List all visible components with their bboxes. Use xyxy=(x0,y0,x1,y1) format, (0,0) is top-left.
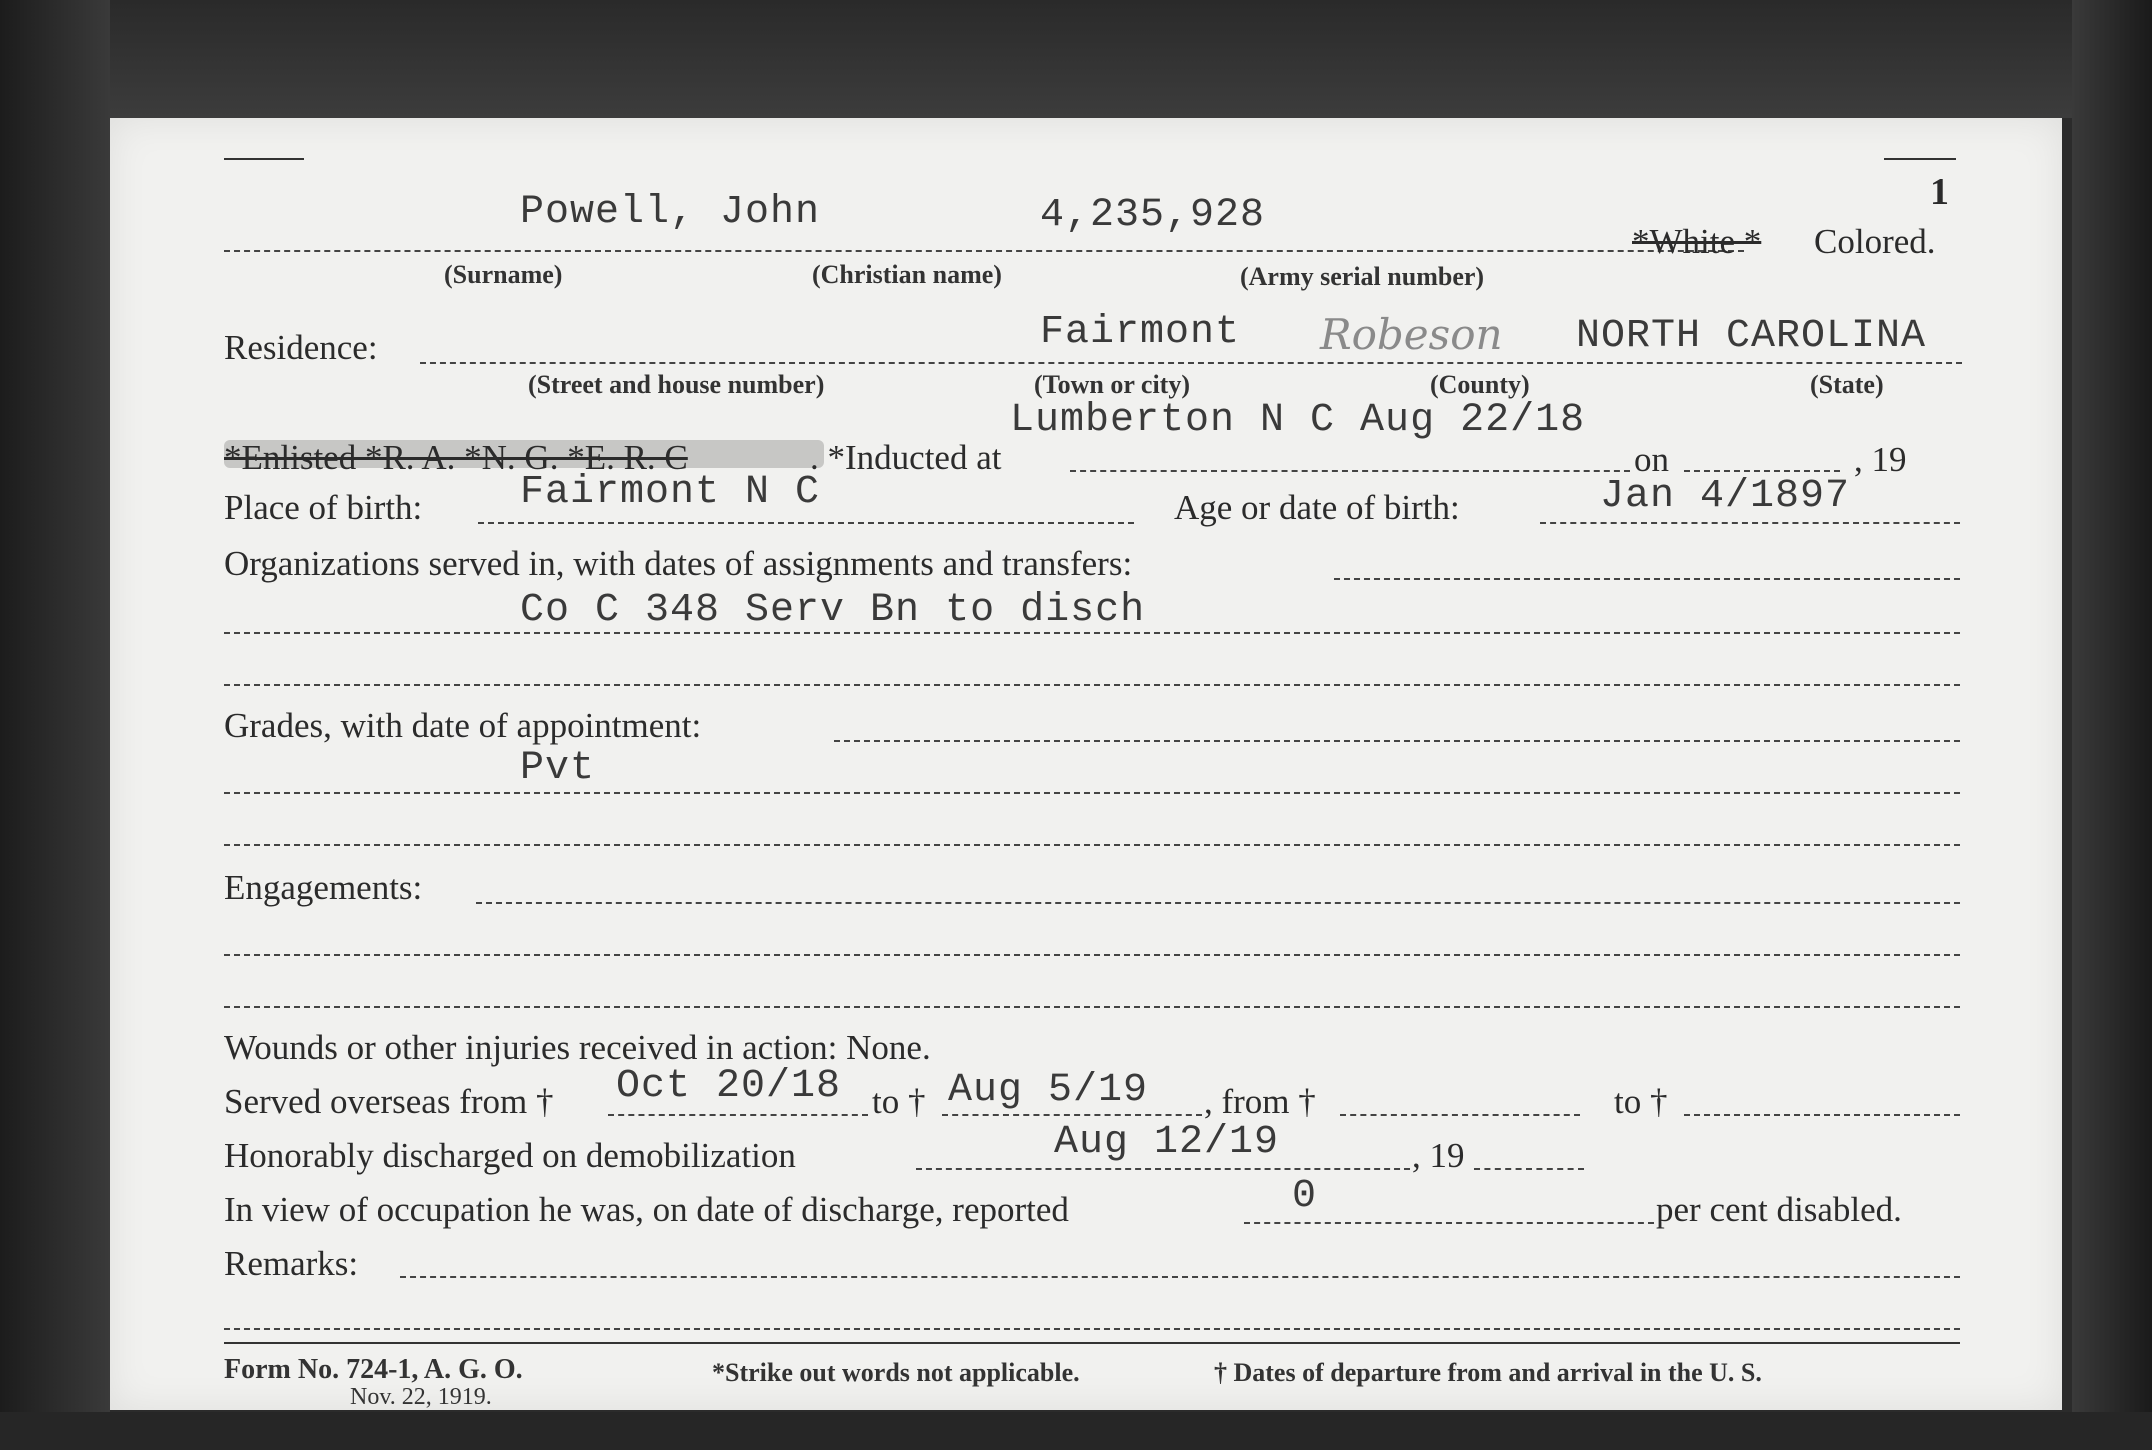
grades-label: Grades, with date of appointment: xyxy=(224,706,702,745)
town-value: Fairmont xyxy=(1040,310,1241,355)
birth-place-line xyxy=(478,522,1134,524)
state-caption: (State) xyxy=(1810,370,1884,399)
honorably-discharged-label: Honorably discharged on demobilization xyxy=(224,1136,796,1175)
overseas-to-value: Aug 5/19 xyxy=(948,1068,1149,1113)
per-cent-disabled-label: per cent disabled. xyxy=(1656,1190,1902,1229)
discharge-date-value: Aug 12/19 xyxy=(1054,1120,1280,1165)
surname-caption: (Surname) xyxy=(444,260,563,289)
card-number: 1 xyxy=(1930,171,1949,213)
on-line xyxy=(1684,470,1840,472)
organizations-line-1 xyxy=(1334,578,1960,580)
engagements-line-1 xyxy=(476,902,1960,904)
top-right-rule xyxy=(1884,158,1956,160)
overseas-from2-label: , from † xyxy=(1204,1082,1316,1121)
discharge-year-label: , 19 xyxy=(1412,1136,1465,1175)
service-record-card xyxy=(110,118,2062,1410)
inducted-place-date-value: Lumberton N C Aug 22/18 xyxy=(1010,398,1586,443)
town-caption: (Town or city) xyxy=(1034,370,1190,399)
surname-name-value: Powell, John xyxy=(520,190,821,235)
race-colored: Colored. xyxy=(1814,222,1936,261)
street-caption: (Street and house number) xyxy=(528,370,825,399)
year-19-label: , 19 xyxy=(1854,440,1907,479)
engagements-line-2 xyxy=(224,954,1960,956)
birth-date-value: Jan 4/1897 xyxy=(1600,474,1851,519)
organizations-value: Co C 348 Serv Bn to disch xyxy=(520,588,1146,633)
overseas-to-label: to † xyxy=(872,1082,926,1121)
occupation-label: In view of occupation he was, on date of discharge, reported xyxy=(224,1190,1069,1229)
enlisted-options-struck: *Enlisted *R. A. *N. G. *E. R. C xyxy=(224,438,688,477)
remarks-line-2 xyxy=(224,1328,1960,1330)
organizations-line-3 xyxy=(224,684,1960,686)
serial-number-value: 4,235,928 xyxy=(1040,193,1266,238)
on-label: on xyxy=(1634,440,1669,479)
scan-border-right xyxy=(2072,0,2152,1450)
scan-border-bottom xyxy=(0,1412,2152,1450)
age-or-dob-label: Age or date of birth: xyxy=(1174,488,1460,527)
form-number: Form No. 724-1, A. G. O. xyxy=(224,1354,523,1385)
wounds-label: Wounds or other injuries received in action: None. xyxy=(224,1028,931,1067)
grades-line-1 xyxy=(834,740,1960,742)
overseas-from-line xyxy=(608,1114,868,1116)
serial-caption: (Army serial number) xyxy=(1240,262,1485,291)
footer-rule xyxy=(224,1342,1960,1344)
residence-line xyxy=(420,362,1962,364)
form-date: Nov. 22, 1919. xyxy=(350,1384,492,1410)
remarks-line-1 xyxy=(400,1276,1960,1278)
scan-border-left xyxy=(0,0,110,1450)
discharge-line xyxy=(916,1168,1410,1170)
overseas-from2-line xyxy=(1340,1114,1580,1116)
grades-line-3 xyxy=(224,844,1960,846)
christian-name-caption: (Christian name) xyxy=(812,260,1002,289)
disabled-line xyxy=(1244,1222,1654,1224)
remarks-label: Remarks: xyxy=(224,1244,359,1283)
residence-label: Residence: xyxy=(224,328,378,367)
name-line xyxy=(224,250,1744,252)
organizations-label: Organizations served in, with dates of assignments and transfers: xyxy=(224,544,1133,583)
grades-line-2 xyxy=(224,792,1960,794)
inducted-at-label: . *Inducted at xyxy=(810,438,1002,477)
engagements-label: Engagements: xyxy=(224,868,423,907)
county-caption: (County) xyxy=(1430,370,1530,399)
strike-note: *Strike out words not applicable. xyxy=(712,1358,1080,1387)
disabled-percent-value: 0 xyxy=(1292,1174,1318,1219)
scan-border-top xyxy=(0,0,2152,118)
birth-place-value: Fairmont N C xyxy=(520,470,821,515)
top-left-rule xyxy=(224,158,304,160)
race-white-struck: *White * xyxy=(1632,222,1762,261)
dagger-note: † Dates of departure from and arrival in the U. S. xyxy=(1214,1358,1762,1387)
organizations-line-2 xyxy=(224,632,1960,634)
discharge-year-line xyxy=(1474,1168,1584,1170)
overseas-to-line xyxy=(942,1114,1202,1116)
overseas-to2-line xyxy=(1684,1114,1960,1116)
served-overseas-label: Served overseas from † xyxy=(224,1082,554,1121)
place-of-birth-label: Place of birth: xyxy=(224,488,423,527)
county-value-handwritten: Robeson xyxy=(1320,310,1503,359)
state-value: NORTH CAROLINA xyxy=(1576,314,1927,359)
overseas-from-value: Oct 20/18 xyxy=(616,1064,842,1109)
birth-date-line xyxy=(1540,522,1960,524)
overseas-to2-label: to † xyxy=(1614,1082,1668,1121)
inducted-line xyxy=(1070,470,1630,472)
grades-value: Pvt xyxy=(520,746,596,791)
engagements-line-3 xyxy=(224,1006,1960,1008)
